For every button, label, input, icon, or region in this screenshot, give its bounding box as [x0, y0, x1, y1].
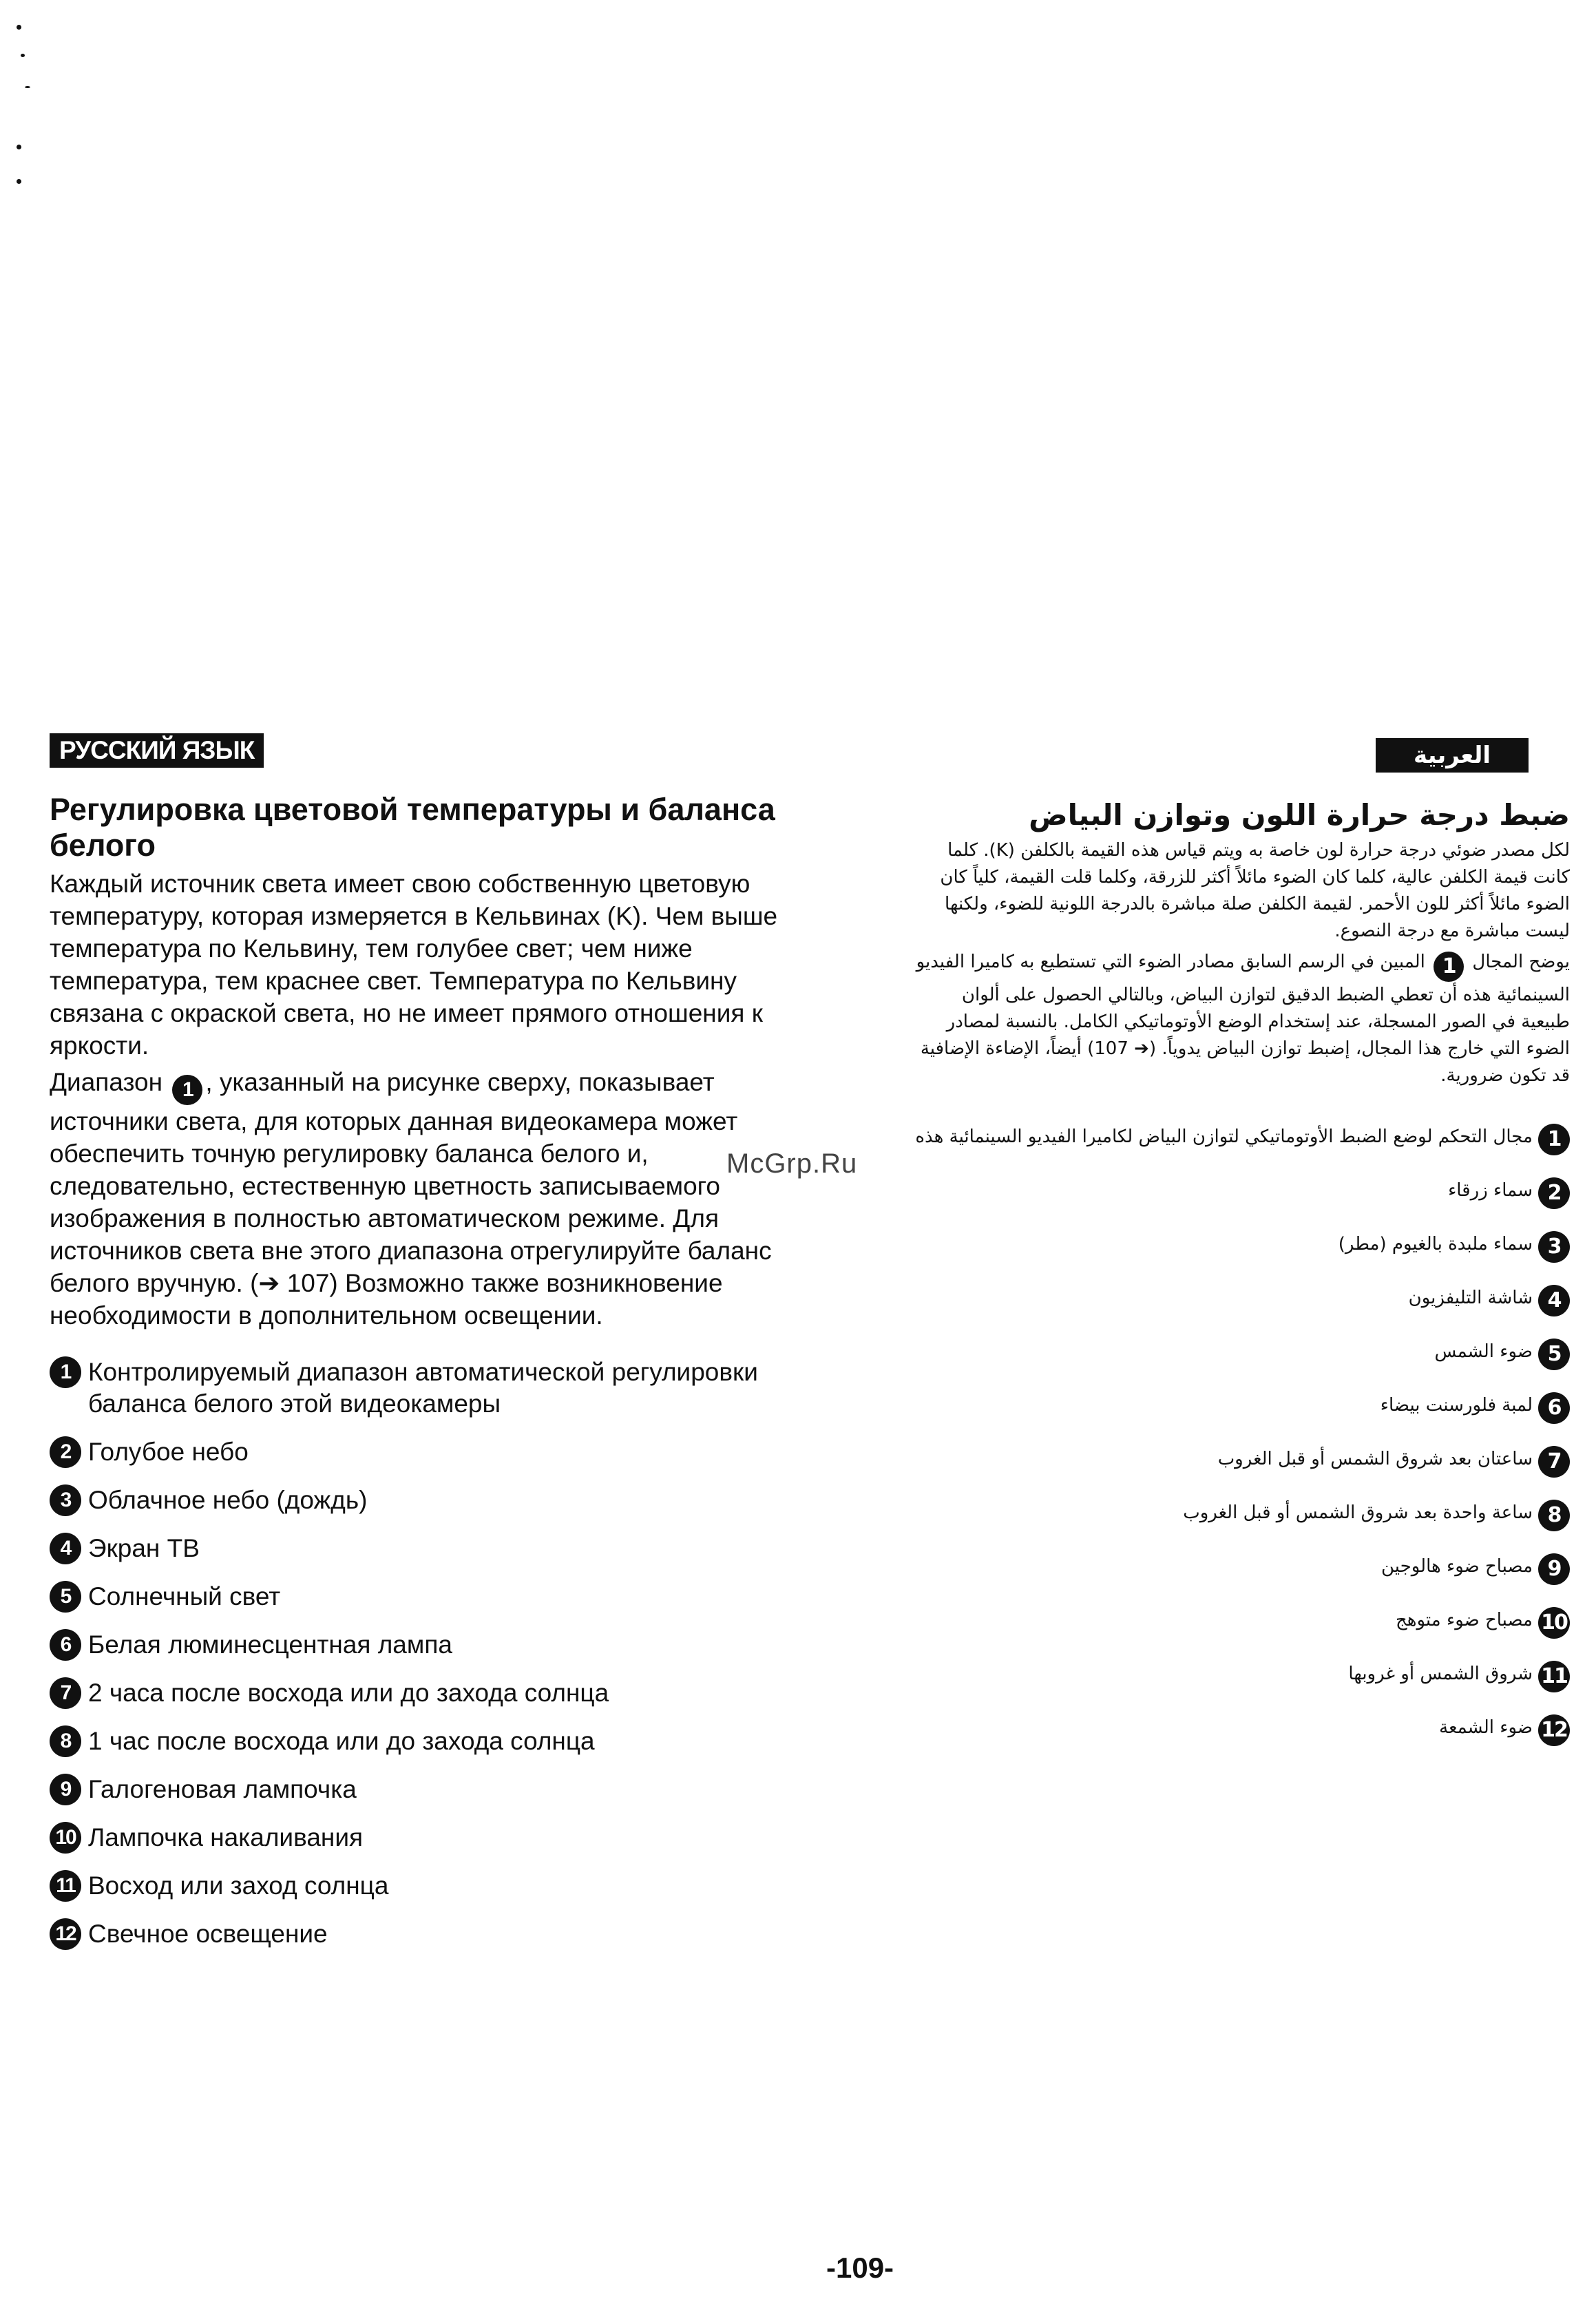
list-item [909, 1553, 1570, 1585]
list-item [50, 1677, 814, 1709]
item-number-badge: 8 [50, 1725, 81, 1757]
list-item-text: ساعة واحدة بعد شروق الشمس أو قبل الغروب [1183, 1502, 1533, 1523]
list-item [50, 1822, 814, 1854]
page-number: -109- [826, 2252, 894, 2284]
arabic-column [909, 797, 1570, 1768]
item-number-badge: 10 [50, 1822, 81, 1854]
list-item-text: Галогеновая лампочка [88, 1774, 357, 1803]
item-number-badge: 3 [1538, 1231, 1570, 1263]
item-number-badge: 7 [1538, 1446, 1570, 1478]
list-item [50, 1918, 814, 1950]
item-number-badge: 9 [50, 1774, 81, 1805]
list-item [909, 1500, 1570, 1531]
list-item [50, 1484, 814, 1516]
russian-language-label: РУССКИЙ ЯЗЫК [50, 733, 264, 768]
list-item [50, 1436, 814, 1468]
list-item-text: شروق الشمس أو غروبها [1348, 1663, 1533, 1684]
list-item [50, 1870, 814, 1902]
list-item-text: Солнечный свет [88, 1582, 281, 1610]
list-item-text: ضوء الشمس [1434, 1341, 1533, 1362]
item-number-badge: 1 [50, 1356, 81, 1388]
item-number-badge: 11 [1538, 1661, 1570, 1692]
scan-speck [17, 179, 21, 184]
list-item [909, 1446, 1570, 1478]
item-number-badge: 4 [50, 1533, 81, 1564]
list-item-text: Восход или заход солнца [88, 1871, 389, 1900]
russian-page-title: Регулировка цветовой температуры и баланса белого [50, 792, 775, 863]
item-number-badge: 5 [50, 1581, 81, 1613]
arabic-legend-list [909, 1124, 1570, 1746]
watermark: McGrp.Ru [726, 1148, 858, 1179]
arabic-paragraph-2 [909, 949, 1570, 1089]
item-number-badge: 1 [1538, 1124, 1570, 1155]
list-item-text: سماء ملبدة بالغيوم (مطر) [1338, 1233, 1533, 1255]
russian-paragraph-2-rest: , указанный на рисунке сверху, показывает источники света, для которых данная видеокамера может обеспечить точную регулировку баланса белого и, следовательно, естественную цветность записываемого изображения в полностью автоматическом режиме. Для источников света вне этого диапазона отрегулируйте баланс белого вручную. (➔ 107) Возможно также возникновение необходимости в дополнительном освещении. [50, 1068, 772, 1330]
russian-paragraph-1: Каждый источник света имеет свою собственную цветовую температуру, которая измеряется в Кельвинах (K). Чем выше температура по Кельвину, тем голубее свет; чем ниже температура, тем краснее свет. Температура по Кельвину связана с окраской света, но не имеет прямого отношения к яркости. [50, 870, 778, 1060]
arabic-paragraph-2-rest: المبين في الرسم السابق مصادر الضوء التي تستطيع به كاميرا الفيديو السينمائية هذه أن تعطي الضبط الدقيق لتوازن البياض، وبالتالي الحصول على ألوان طبيعية في الصور المسجلة، عند إستخدام الوضع الأوتوماتيكي الكامل. بالنسبة لمصادر الضوء التي خارج هذا المجال، إضبط توازن البياض يدوياً. (➔ 107) أيضاً، الإضاءة الإضافية قد تكون ضرورية. [916, 952, 1570, 1086]
list-item-text: مصباح ضوء متوهج [1396, 1609, 1533, 1630]
list-item [909, 1661, 1570, 1692]
arabic-page-title: ضبط درجة حرارة اللون وتوازن البياض [1029, 798, 1570, 832]
russian-legend-list [50, 1356, 814, 1950]
list-item [50, 1533, 814, 1564]
arabic-language-label: العربية [1376, 738, 1529, 773]
list-item [909, 1124, 1570, 1155]
list-item [909, 1714, 1570, 1746]
item-number-badge: 3 [50, 1484, 81, 1516]
list-item-text: Белая люминесцентная лампа [88, 1630, 452, 1659]
item-number-badge: 6 [50, 1629, 81, 1661]
list-item-text: Лампочка накаливания [88, 1823, 364, 1851]
arabic-paragraph-2-start: يوضح المجال [1472, 952, 1570, 972]
item-number-badge: 2 [50, 1436, 81, 1468]
list-item-text: Свечное освещение [88, 1919, 328, 1948]
item-number-badge: 9 [1538, 1553, 1570, 1585]
range-marker-1: 1 [172, 1075, 202, 1105]
list-item-text: ساعتان بعد شروق الشمس أو قبل الغروب [1217, 1448, 1533, 1469]
item-number-badge: 8 [1538, 1500, 1570, 1531]
list-item-text: سماء زرقاء [1448, 1179, 1533, 1201]
item-number-badge: 12 [1538, 1714, 1570, 1746]
list-item [909, 1339, 1570, 1370]
list-item-text: شاشة التليفزيون [1408, 1287, 1533, 1308]
list-item-text: مصباح ضوء هالوجين [1381, 1555, 1533, 1577]
item-number-badge: 7 [50, 1677, 81, 1709]
item-number-badge: 11 [50, 1870, 81, 1902]
arabic-paragraph-1: لكل مصدر ضوئي درجة حرارة لون خاصة به ويتم قياس هذه القيمة بالكلفن (K). كلما كانت قيمة الكلفن عالية، كلما كان الضوء مائلاً أكثر للزرقة، وكلما قلت القيمة، كلياً كان الضوء مائلاً أكثر للون الأحمر. لقيمة الكلفن صلة مباشرة بالدرجة اللونية للضوء، ولكنها ليست مباشرة مع درجة النصوع. [940, 840, 1570, 941]
list-item [50, 1581, 814, 1613]
range-marker-1: 1 [1434, 952, 1464, 982]
scan-speck [21, 54, 25, 57]
list-item-text: لمبة فلورسنت بيضاء [1380, 1394, 1533, 1416]
list-item-text: Облачное небо (дождь) [88, 1485, 368, 1514]
scan-speck [17, 25, 21, 30]
item-number-badge: 12 [50, 1918, 81, 1950]
item-number-badge: 4 [1538, 1285, 1570, 1316]
item-number-badge: 10 [1538, 1607, 1570, 1639]
list-item-text: مجال التحكم لوضع الضبط الأوتوماتيكي لتوازن البياض لكاميرا الفيديو السينمائية هذه [915, 1126, 1533, 1147]
list-item [909, 1177, 1570, 1209]
list-item-text: ضوء الشمعة [1439, 1717, 1533, 1738]
item-number-badge: 2 [1538, 1177, 1570, 1209]
list-item-text: Голубое небо [88, 1437, 249, 1466]
scan-speck [25, 86, 30, 88]
item-number-badge: 6 [1538, 1392, 1570, 1424]
list-item-text: 1 час после восхода или до захода солнца [88, 1726, 595, 1755]
scan-speck [17, 145, 21, 149]
list-item [50, 1725, 814, 1757]
list-item [50, 1629, 814, 1661]
list-item-text: Контролируемый диапазон автоматической регулировки баланса белого этой видеокамеры [88, 1357, 758, 1418]
list-item [50, 1356, 814, 1420]
list-item-text: 2 часа после восхода или до захода солнца [88, 1678, 609, 1707]
list-item [909, 1285, 1570, 1316]
russian-paragraph-2 [50, 1066, 814, 1332]
item-number-badge: 5 [1538, 1339, 1570, 1370]
list-item [909, 1392, 1570, 1424]
russian-column [50, 792, 814, 1966]
list-item-text: Экран ТВ [88, 1533, 200, 1562]
russian-paragraph-2-start: Диапазон [50, 1068, 163, 1096]
list-item [909, 1607, 1570, 1639]
list-item [50, 1774, 814, 1805]
list-item [909, 1231, 1570, 1263]
